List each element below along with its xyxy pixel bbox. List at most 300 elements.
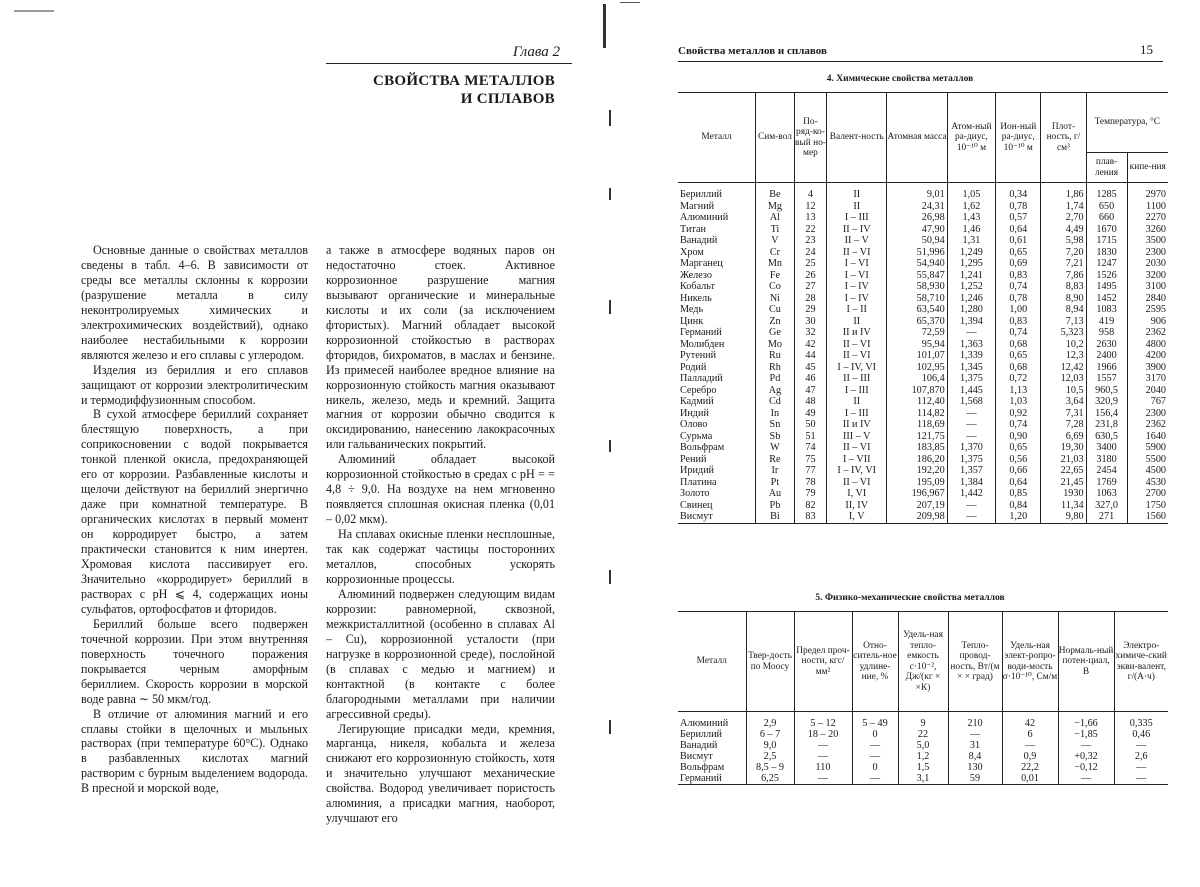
- cell-melt: 1452: [1086, 293, 1127, 305]
- running-head: Свойства металлов и сплавов: [678, 45, 827, 57]
- cell-mass: 107,870: [887, 385, 947, 397]
- table-row: [678, 431, 1168, 443]
- cell-symbol: Sb: [756, 431, 795, 443]
- cell-boil: 1100: [1127, 201, 1168, 213]
- table-row: [678, 350, 1168, 362]
- text-column-2: [326, 243, 555, 826]
- cell-heat-capacity: 9: [898, 712, 948, 730]
- cell-symbol: Bi: [756, 511, 795, 523]
- cell-valence: II: [827, 396, 887, 408]
- cell-conductivity: 31: [948, 740, 1002, 751]
- table4-chemical-properties: [678, 92, 1168, 524]
- cell-number: 46: [794, 373, 826, 385]
- cell-metal: Марганец: [680, 258, 723, 269]
- cell-valence: II – IV: [827, 224, 887, 236]
- chapter-title-line2: И СПЛАВОВ: [460, 91, 555, 107]
- cell-valence: I – VII: [827, 454, 887, 466]
- cell-atom-radius: 1,05: [947, 183, 995, 201]
- cell-number: 23: [794, 235, 826, 247]
- cell-ion-radius: 0,57: [996, 212, 1041, 224]
- cell-atom-radius: 1,445: [947, 385, 995, 397]
- cell-valence: I – IV: [827, 281, 887, 293]
- cell-ion-radius: 0,64: [996, 224, 1041, 236]
- cell-equivalent: 0,46: [1114, 729, 1168, 740]
- chapter-title-line1: СВОЙСТВА МЕТАЛЛОВ: [372, 73, 555, 89]
- cell-mass: 65,370: [887, 316, 947, 328]
- table-row: [678, 729, 1168, 740]
- cell-boil: 2595: [1127, 304, 1168, 316]
- col-header-mass: Атомная масса: [887, 93, 947, 183]
- cell-hardness: 9,0: [746, 740, 794, 751]
- cell-ion-radius: 0,72: [996, 373, 1041, 385]
- cell-melt: 320,9: [1086, 396, 1127, 408]
- cell-mass: 207,19: [887, 500, 947, 512]
- cell-elongation: —: [852, 740, 898, 751]
- cell-melt: 660: [1086, 212, 1127, 224]
- cell-mass: 72,59: [887, 327, 947, 339]
- cell-density: 7,20: [1041, 247, 1086, 259]
- cell-atom-radius: —: [947, 327, 995, 339]
- cell-heat-capacity: 22: [898, 729, 948, 740]
- cell-number: 4: [794, 183, 826, 201]
- cell-symbol: Cu: [756, 304, 795, 316]
- cell-number: 47: [794, 385, 826, 397]
- table5-body: [678, 712, 1168, 785]
- cell-density: 12,03: [1041, 373, 1086, 385]
- cell-density: 12,42: [1041, 362, 1086, 374]
- cell-boil: 3500: [1127, 235, 1168, 247]
- cell-boil: 2040: [1127, 385, 1168, 397]
- cell-number: 49: [794, 408, 826, 420]
- chapter-rule: [326, 63, 572, 64]
- cell-melt: 156,4: [1086, 408, 1127, 420]
- cell-melt: 1247: [1086, 258, 1127, 270]
- paragraph: Изделия из бериллия и его сплавов защищают от коррозии электролитическим и термодиффузионным способом.: [81, 362, 308, 407]
- cell-melt: 271: [1086, 511, 1127, 523]
- paragraph: В отличие от алюминия магний и его сплавы стойки в щелочных и мыльных растворах (при температуре 60°С). Однако в разбавленных кислотах магний растворим с бурным выделением водорода. В пресной и морской воде,: [81, 706, 308, 796]
- cell-potential: −0,12: [1058, 762, 1114, 773]
- col-header-metal: Металл: [678, 612, 746, 712]
- paragraph: Основные данные о свойствах металлов сведены в табл. 4–6. В зависимости от среды все металлы склонны к коррозии (разрушение металла в силу неконтролируемых химических и электрохимических воздействий), однако наиболее нестабильными к коррозии являются железо и его сплавы с углеродом.: [81, 243, 308, 362]
- cell-metal: Иридий: [680, 465, 714, 476]
- cell-elongation: —: [852, 751, 898, 762]
- cell-melt: 327,0: [1086, 500, 1127, 512]
- cell-valence: II: [827, 316, 887, 328]
- cell-hardness: 2,5: [746, 751, 794, 762]
- col-header-conductivity: Тепло-провод-ность, Вт/(м × × град): [948, 612, 1002, 712]
- cell-boil: 906: [1127, 316, 1168, 328]
- cell-number: 82: [794, 500, 826, 512]
- cell-valence: I, V: [827, 511, 887, 523]
- cell-mass: 102,95: [887, 362, 947, 374]
- cell-symbol: Ir: [756, 465, 795, 477]
- cell-ion-radius: 1,00: [996, 304, 1041, 316]
- table-row: [678, 339, 1168, 351]
- cell-symbol: Re: [756, 454, 795, 466]
- cell-strength: 18 – 20: [794, 729, 852, 740]
- cell-atom-radius: 1,345: [947, 362, 995, 374]
- col-header-density: Плот-ность, г/см³: [1041, 93, 1086, 183]
- cell-symbol: Pd: [756, 373, 795, 385]
- paragraph: Легирующие присадки меди, кремния, марганца, никеля, кобальта и железа снижают его коррозионную стойкость, хотя и значительно улучшают механические свойства. Водород увеличивает пористость алюминия, а присадки магния, наоборот, улучшают его: [326, 721, 555, 826]
- cell-number: 44: [794, 350, 826, 362]
- cell-metal: Титан: [680, 223, 706, 235]
- table-row: [678, 442, 1168, 454]
- cell-density: 8,90: [1041, 293, 1086, 305]
- cell-melt: 1495: [1086, 281, 1127, 293]
- cell-potential: −1,66: [1058, 712, 1114, 730]
- cell-boil: 2270: [1127, 212, 1168, 224]
- cell-density: 12,3: [1041, 350, 1086, 362]
- page-number: 15: [1140, 42, 1153, 57]
- cell-mass: 9,01: [887, 183, 947, 201]
- cell-metal: Индий: [680, 407, 709, 419]
- cell-ion-radius: 0,90: [996, 431, 1041, 443]
- cell-atom-radius: —: [947, 408, 995, 420]
- cell-ion-radius: 0,83: [996, 270, 1041, 282]
- cell-mass: 186,20: [887, 454, 947, 466]
- cell-symbol: Ag: [756, 385, 795, 397]
- cell-boil: 3200: [1127, 270, 1168, 282]
- cell-density: 2,70: [1041, 212, 1086, 224]
- cell-atom-radius: 1,375: [947, 454, 995, 466]
- cell-elongation: 5 – 49: [852, 712, 898, 730]
- cell-metal: Серебро: [680, 384, 717, 396]
- cell-ion-radius: 1,20: [996, 511, 1041, 523]
- cell-potential: +0,32: [1058, 751, 1114, 762]
- cell-metal: Рений: [680, 453, 707, 465]
- cell-boil: 2700: [1127, 488, 1168, 500]
- table-row: [678, 500, 1168, 512]
- cell-density: 5,323: [1041, 327, 1086, 339]
- cell-heat-capacity: 5,0: [898, 740, 948, 751]
- cell-boil: 767: [1127, 396, 1168, 408]
- cell-number: 48: [794, 396, 826, 408]
- cell-conductivity: 59: [948, 773, 1002, 785]
- cell-melt: 1830: [1086, 247, 1127, 259]
- cell-conductivity: —: [948, 729, 1002, 740]
- cell-ion-radius: 0,84: [996, 500, 1041, 512]
- table-row: [678, 477, 1168, 489]
- paragraph: На сплавах окисные пленки несплошные, так как содержат частицы посторонних металлов, способных ускорять коррозионные процессы.: [326, 527, 555, 586]
- cell-strength: —: [794, 773, 852, 785]
- cell-atom-radius: 1,295: [947, 258, 995, 270]
- cell-density: 9,80: [1041, 511, 1086, 523]
- cell-symbol: Rh: [756, 362, 795, 374]
- cell-number: 50: [794, 419, 826, 431]
- cell-number: 42: [794, 339, 826, 351]
- cell-density: 8,94: [1041, 304, 1086, 316]
- cell-symbol: Fe: [756, 270, 795, 282]
- cell-mass: 24,31: [887, 201, 947, 213]
- cell-density: 1930: [1041, 488, 1086, 500]
- table-row: [678, 201, 1168, 213]
- cell-ion-radius: 1,13: [996, 385, 1041, 397]
- cell-strength: 5 – 12: [794, 712, 852, 730]
- cell-metal: Палладий: [680, 373, 723, 384]
- right-page: [610, 0, 1200, 887]
- cell-density: 22,65: [1041, 465, 1086, 477]
- table-row: [678, 224, 1168, 236]
- paragraph: Алюминий обладает высокой коррозионной стойкостью в средах с pH = = 4,8 ÷ 9,0. На воздухе на нем мгновенно появляется сплошная окисная пленка (0,01 – 0,02 мкм).: [326, 452, 555, 527]
- cell-strength: —: [794, 740, 852, 751]
- cell-valence: I – IV: [827, 293, 887, 305]
- cell-resistance: —: [1002, 740, 1058, 751]
- cell-valence: III – V: [827, 431, 887, 443]
- cell-elongation: 0: [852, 762, 898, 773]
- col-header-strength: Предел проч-ности, кгс/мм²: [794, 612, 852, 712]
- cell-valence: I – IV, VI: [827, 465, 887, 477]
- cell-boil: 3100: [1127, 281, 1168, 293]
- cell-atom-radius: 1,394: [947, 316, 995, 328]
- cell-conductivity: 130: [948, 762, 1002, 773]
- cell-potential: —: [1058, 740, 1114, 751]
- table-row: [678, 183, 1168, 201]
- cell-metal: Алюминий: [680, 212, 729, 223]
- cell-atom-radius: 1,568: [947, 396, 995, 408]
- cell-density: 3,64: [1041, 396, 1086, 408]
- cell-mass: 50,94: [887, 235, 947, 247]
- cell-atom-radius: 1,46: [947, 224, 995, 236]
- cell-density: 7,13: [1041, 316, 1086, 328]
- cell-atom-radius: 1,357: [947, 465, 995, 477]
- cell-symbol: Co: [756, 281, 795, 293]
- table-row: [678, 740, 1168, 751]
- cell-melt: 1966: [1086, 362, 1127, 374]
- cell-symbol: Zn: [756, 316, 795, 328]
- cell-metal: Молибден: [680, 338, 725, 350]
- cell-atom-radius: 1,241: [947, 270, 995, 282]
- cell-metal: Бериллий: [680, 729, 722, 740]
- cell-atom-radius: 1,363: [947, 339, 995, 351]
- cell-atom-radius: 1,249: [947, 247, 995, 259]
- cell-mass: 106,4: [887, 373, 947, 385]
- cell-ion-radius: 0,78: [996, 201, 1041, 213]
- paragraph: Алюминий подвержен следующим видам коррозии: равномерной, сквозной, межкристаллитной (особенно в сплавах Al – Cu), коррозионной усталости (при нагрузке в коррозионной среде), послойной (в сплавах с медью и магнием) и контактной (в контакте с более благородными металлами при наличии агрессивной среды).: [326, 586, 555, 721]
- cell-ion-radius: 0,74: [996, 419, 1041, 431]
- cell-valence: II, IV: [827, 500, 887, 512]
- cell-ion-radius: 0,65: [996, 247, 1041, 259]
- cell-symbol: Ni: [756, 293, 795, 305]
- cell-ion-radius: 0,74: [996, 281, 1041, 293]
- cell-heat-capacity: 1,5: [898, 762, 948, 773]
- cell-ion-radius: 0,56: [996, 454, 1041, 466]
- cell-number: 75: [794, 454, 826, 466]
- cell-number: 30: [794, 316, 826, 328]
- col-header-resistance: Удель-ная элект-ропро-води-мость σ·10⁻¹⁰, См/м: [1002, 612, 1058, 712]
- cell-density: 19,30: [1041, 442, 1086, 454]
- cell-mass: 121,75: [887, 431, 947, 443]
- cell-atom-radius: —: [947, 419, 995, 431]
- paragraph: Бериллий больше всего подвержен точечной коррозии. При этом внутренняя поверхность точечного поражения покрывается черным аморфным бериллием. Скорость коррозии в морской воде равна ∼ 50 мкм/год.: [81, 616, 308, 706]
- cell-melt: 2630: [1086, 339, 1127, 351]
- cell-strength: —: [794, 751, 852, 762]
- col-header-number: По-ряд-ко-вый но-мер: [794, 93, 826, 183]
- cell-valence: II – VI: [827, 350, 887, 362]
- table-row: [678, 270, 1168, 282]
- cell-boil: 5500: [1127, 454, 1168, 466]
- cell-equivalent: —: [1114, 762, 1168, 773]
- cell-melt: 1083: [1086, 304, 1127, 316]
- cell-conductivity: 8,4: [948, 751, 1002, 762]
- col-header-metal: Металл: [678, 93, 756, 183]
- cell-mass: 101,07: [887, 350, 947, 362]
- cell-metal: Германий: [678, 773, 746, 785]
- cell-valence: I – III: [827, 408, 887, 420]
- cell-symbol: Pb: [756, 500, 795, 512]
- cell-metal: Железо: [680, 269, 712, 281]
- cell-heat-capacity: 1,2: [898, 751, 948, 762]
- cell-resistance: 42: [1002, 712, 1058, 730]
- cell-symbol: Mg: [756, 201, 795, 213]
- cell-number: 24: [794, 247, 826, 259]
- cell-hardness: 6,25: [746, 773, 794, 785]
- table-row: [678, 511, 1168, 523]
- cell-density: 7,28: [1041, 419, 1086, 431]
- cell-density: 5,98: [1041, 235, 1086, 247]
- cell-metal: Вольфрам: [680, 442, 725, 453]
- col-header-heat-capacity: Удель-ная тепло-емкость c·10⁻², Дж/(кг × ×К): [898, 612, 948, 712]
- cell-valence: II и IV: [827, 419, 887, 431]
- cell-mass: 95,94: [887, 339, 947, 351]
- cell-strength: 110: [794, 762, 852, 773]
- cell-symbol: W: [756, 442, 795, 454]
- cell-melt: 2400: [1086, 350, 1127, 362]
- table-row: [678, 304, 1168, 316]
- cell-hardness: 8,5 – 9: [746, 762, 794, 773]
- cell-density: 21,03: [1041, 454, 1086, 466]
- cell-density: 10,2: [1041, 339, 1086, 351]
- cell-boil: 2362: [1127, 327, 1168, 339]
- table5-caption: 5. Физико-механические свойства металлов: [815, 593, 1005, 603]
- cell-symbol: Pt: [756, 477, 795, 489]
- cell-conductivity: 210: [948, 712, 1002, 730]
- col-header-elongation: Отно-ситель-ное удлине-ние, %: [852, 612, 898, 712]
- cell-melt: 650: [1086, 201, 1127, 213]
- table-row: [678, 235, 1168, 247]
- cell-resistance: 0,9: [1002, 751, 1058, 762]
- cell-valence: I – IV, VI: [827, 362, 887, 374]
- col-header-hardness: Твер-дость по Моосу: [746, 612, 794, 712]
- cell-resistance: 22,2: [1002, 762, 1058, 773]
- cell-metal: Кобальт: [680, 281, 715, 292]
- cell-density: 4,49: [1041, 224, 1086, 236]
- cell-density: 10,5: [1041, 385, 1086, 397]
- cell-atom-radius: 1,62: [947, 201, 995, 213]
- cell-symbol: Cr: [756, 247, 795, 259]
- cell-metal: Висмут: [680, 751, 713, 762]
- cell-boil: 3900: [1127, 362, 1168, 374]
- col-header-temperature: Температура, °С: [1086, 93, 1168, 153]
- cell-valence: II – VI: [827, 247, 887, 259]
- cell-boil: 1640: [1127, 431, 1168, 443]
- cell-mass: 51,996: [887, 247, 947, 259]
- cell-mass: 47,90: [887, 224, 947, 236]
- cell-number: 13: [794, 212, 826, 224]
- cell-density: 21,45: [1041, 477, 1086, 489]
- table-row: [678, 258, 1168, 270]
- table-row: [678, 327, 1168, 339]
- cell-symbol: Be: [756, 183, 795, 201]
- cell-ion-radius: 0,83: [996, 316, 1041, 328]
- paragraph: а также в атмосфере водяных паров он недостаточно стоек. Активное коррозионное разрушение магния вызывают органические и минеральные кислоты и их соли (за исключением фтористых). Магний обладает высокой коррозионной стойкостью в растворах фторидов, бихроматов, в маслах и бензине. Из примесей наиболее вредное влияние на коррозионную стойкость магния оказывают никель, железо, медь и кремний. Защита магния от коррозии обычно сводится к оксидированию, нанесению лакокрасочных или гальванических покрытий.: [326, 243, 555, 452]
- cell-density: 8,83: [1041, 281, 1086, 293]
- chapter-label: Глава 2: [512, 44, 560, 60]
- cell-metal: Олово: [680, 419, 708, 430]
- table-row: [678, 408, 1168, 420]
- cell-atom-radius: 1,280: [947, 304, 995, 316]
- cell-melt: 960,5: [1086, 385, 1127, 397]
- cell-equivalent: —: [1114, 740, 1168, 751]
- cell-valence: II: [827, 183, 887, 201]
- cell-mass: 118,69: [887, 419, 947, 431]
- cell-number: 26: [794, 270, 826, 282]
- cell-equivalent: —: [1114, 773, 1168, 785]
- cell-metal: Родий: [680, 361, 707, 373]
- cell-mass: 114,82: [887, 408, 947, 420]
- cell-ion-radius: 0,64: [996, 477, 1041, 489]
- col-header-symbol: Сим-вол: [756, 93, 795, 183]
- cell-valence: II и IV: [827, 327, 887, 339]
- cell-density: 11,34: [1041, 500, 1086, 512]
- cell-atom-radius: —: [947, 500, 995, 512]
- cell-resistance: 6: [1002, 729, 1058, 740]
- table-row: [678, 362, 1168, 374]
- text-column-1: [81, 243, 308, 796]
- cell-density: 1,86: [1041, 183, 1086, 201]
- cell-ion-radius: 0,85: [996, 488, 1041, 500]
- cell-mass: 63,540: [887, 304, 947, 316]
- cell-melt: 1769: [1086, 477, 1127, 489]
- cell-valence: II – VI: [827, 477, 887, 489]
- cell-ion-radius: 0,78: [996, 293, 1041, 305]
- cell-number: 79: [794, 488, 826, 500]
- cell-ion-radius: 0,68: [996, 362, 1041, 374]
- table-row: [678, 465, 1168, 477]
- table-row: [678, 316, 1168, 328]
- cell-symbol: In: [756, 408, 795, 420]
- cell-resistance: 0,01: [1002, 773, 1058, 785]
- cell-metal: Бериллий: [680, 189, 722, 200]
- cell-equivalent: 0,335: [1114, 712, 1168, 730]
- cell-atom-radius: 1,43: [947, 212, 995, 224]
- cell-valence: I – VI: [827, 258, 887, 270]
- cell-boil: 2030: [1127, 258, 1168, 270]
- cell-number: 78: [794, 477, 826, 489]
- cell-melt: 1715: [1086, 235, 1127, 247]
- cell-boil: 4200: [1127, 350, 1168, 362]
- cell-number: 74: [794, 442, 826, 454]
- cell-mass: 195,09: [887, 477, 947, 489]
- cell-potential: −1,85: [1058, 729, 1114, 740]
- cell-number: 45: [794, 362, 826, 374]
- cell-mass: 183,85: [887, 442, 947, 454]
- cell-number: 77: [794, 465, 826, 477]
- cell-density: 6,69: [1041, 431, 1086, 443]
- cell-symbol: Mn: [756, 258, 795, 270]
- cell-hardness: 6 – 7: [746, 729, 794, 740]
- cell-boil: 3260: [1127, 224, 1168, 236]
- cell-symbol: V: [756, 235, 795, 247]
- cell-mass: 196,967: [887, 488, 947, 500]
- cell-melt: 2454: [1086, 465, 1127, 477]
- cell-number: 51: [794, 431, 826, 443]
- cell-symbol: Ge: [756, 327, 795, 339]
- cell-boil: 4800: [1127, 339, 1168, 351]
- cell-boil: 5900: [1127, 442, 1168, 454]
- cell-valence: I – VI: [827, 270, 887, 282]
- cell-number: 83: [794, 511, 826, 523]
